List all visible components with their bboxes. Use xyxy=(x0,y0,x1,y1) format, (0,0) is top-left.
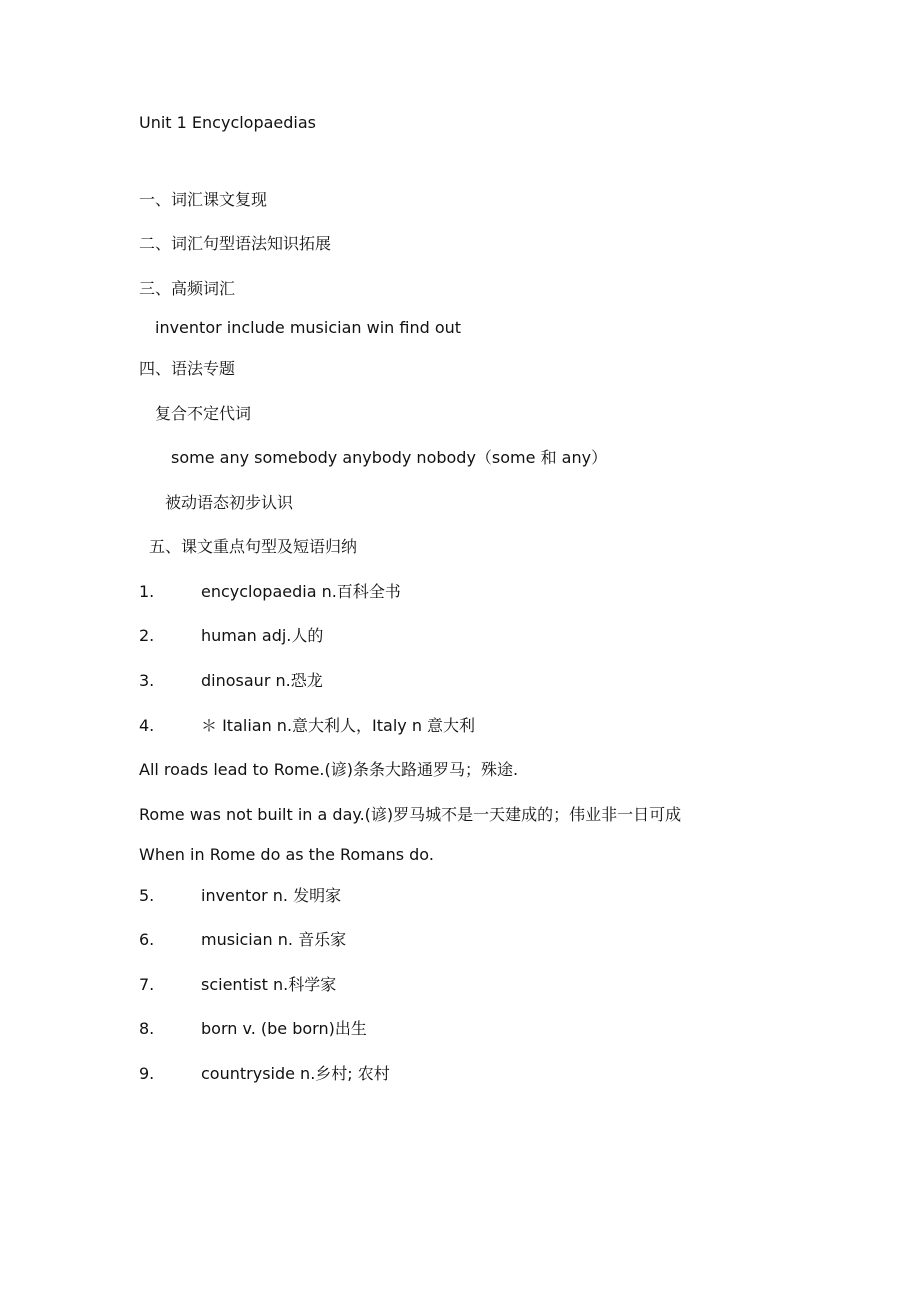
vocab-entry: dinosaur n.恐龙 xyxy=(201,671,323,690)
vocab-entry: musician n. 音乐家 xyxy=(201,930,347,949)
vocab-entry: born v. (be born)出生 xyxy=(201,1019,367,1038)
grammar-topic-passive-voice: 被动语态初步认识 xyxy=(165,493,294,512)
vocab-number: 6. xyxy=(139,930,155,949)
indefinite-pronoun-list: some any somebody anybody nobody（some 和 any） xyxy=(171,448,608,467)
vocab-entry: encyclopaedia n.百科全书 xyxy=(201,582,401,601)
vocab-entry: inventor n. 发明家 xyxy=(201,886,342,905)
vocab-number: 3. xyxy=(139,671,155,690)
section-heading-5: 五、课文重点句型及短语归纳 xyxy=(149,537,358,556)
vocab-entry: ＊ Italian n.意大利人，Italy n 意大利 xyxy=(201,716,476,735)
vocab-entry: human adj.人的 xyxy=(201,626,324,645)
section-heading-4: 四、语法专题 xyxy=(139,359,236,378)
vocab-number: 4. xyxy=(139,716,155,735)
proverb-line: When in Rome do as the Romans do. xyxy=(139,845,434,864)
vocab-number: 8. xyxy=(139,1019,155,1038)
vocab-number: 5. xyxy=(139,886,155,905)
document-title: Unit 1 Encyclopaedias xyxy=(139,113,317,132)
section-heading-3: 三、高频词汇 xyxy=(139,279,236,298)
vocab-number: 2. xyxy=(139,626,155,645)
proverb-line: All roads lead to Rome.(谚)条条大路通罗马；殊途. xyxy=(139,760,519,779)
vocab-number: 1. xyxy=(139,582,155,601)
section-heading-2: 二、词汇句型语法知识拓展 xyxy=(139,234,332,253)
vocab-entry: scientist n.科学家 xyxy=(201,975,337,994)
vocab-number: 9. xyxy=(139,1064,155,1083)
section-heading-1: 一、词汇课文复现 xyxy=(139,190,268,209)
high-frequency-words: inventor include musician win find out xyxy=(155,318,462,337)
vocab-entry: countryside n.乡村; 农村 xyxy=(201,1064,390,1083)
grammar-topic-indefinite-pronouns: 复合不定代词 xyxy=(155,404,252,423)
vocab-number: 7. xyxy=(139,975,155,994)
proverb-line: Rome was not built in a day.(谚)罗马城不是一天建成的；伟业非一日可成 xyxy=(139,805,682,824)
